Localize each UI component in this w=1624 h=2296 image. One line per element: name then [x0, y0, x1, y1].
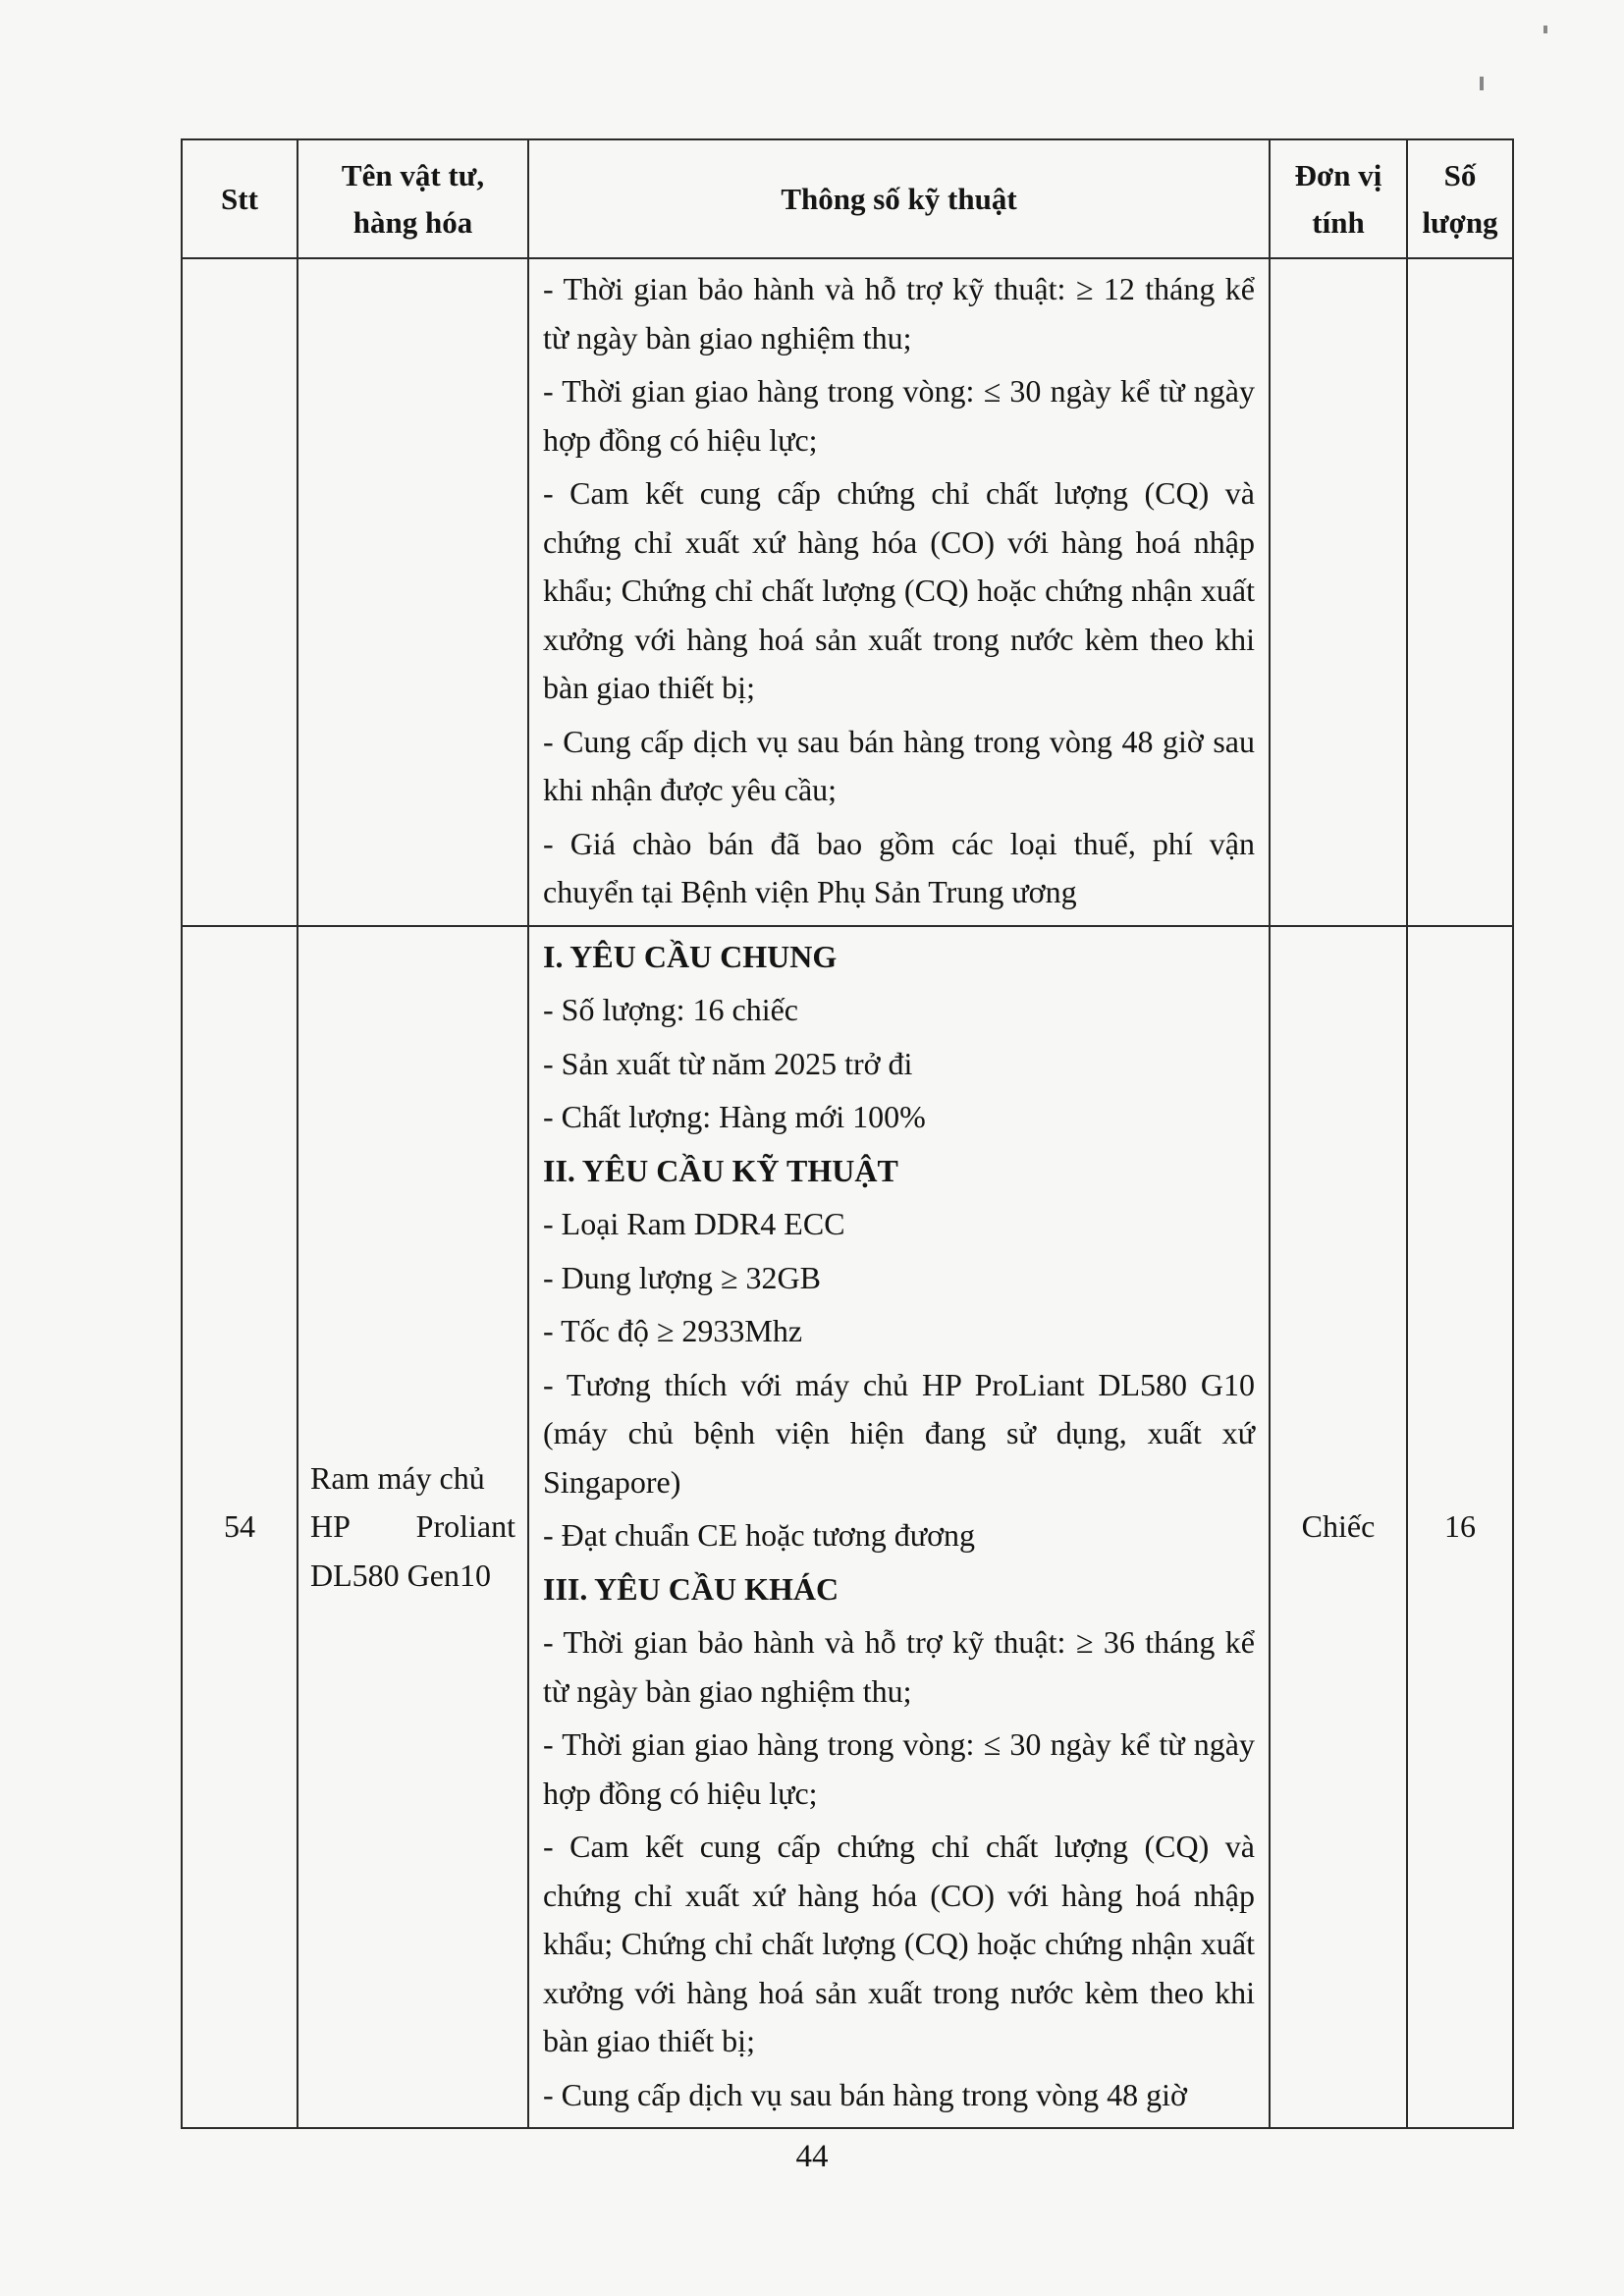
- unit-cell: Chiếc: [1270, 926, 1407, 2129]
- spec-section-heading: II. YÊU CẦU KỸ THUẬT: [543, 1152, 898, 1188]
- spec-item: - Tương thích với máy chủ HP ProLiant DL580 G10 (máy chủ bệnh viện hiện đang sử dụng, xuất xứ Singapore): [543, 1366, 1255, 1500]
- item-name-line: DL580 Gen10: [310, 1557, 491, 1593]
- spec-item: - Tốc độ ≥ 2933Mhz: [543, 1313, 803, 1348]
- spec-item: - Sản xuất từ năm 2025 trở đi: [543, 1045, 913, 1081]
- spec-item: - Cung cấp dịch vụ sau bán hàng trong vòng 48 giờ: [543, 2076, 1187, 2112]
- header-quantity: Số lượng: [1407, 139, 1513, 258]
- spec-item: - Cam kết cung cấp chứng chỉ chất lượng (CQ) và chứng chỉ xuất xứ hàng hóa (CO) với hàng hoá nhập khẩu; Chứng chỉ chất lượng (CQ) hoặc chứng nhận xuất xưởng với hàng hoá sản xuất trong nước kèm theo khi bàn giao thiết bị;: [543, 475, 1255, 705]
- spec-item: - Chất lượng: Hàng mới 100%: [543, 1099, 926, 1134]
- item-name-cell: [298, 926, 528, 2129]
- scan-mark: [1543, 26, 1547, 33]
- stt-cell: [182, 258, 298, 926]
- spec-list: [543, 265, 1255, 917]
- specification-cell: [528, 258, 1270, 926]
- spec-section-heading: I. YÊU CẦU CHUNG: [543, 938, 838, 974]
- unit-cell: [1270, 258, 1407, 926]
- table-row: [182, 926, 1513, 2129]
- spec-section-heading: III. YÊU CẦU KHÁC: [543, 1570, 839, 1607]
- spec-item: - Giá chào bán đã bao gồm các loại thuế, phí vận chuyển tại Bệnh viện Phụ Sản Trung ương: [543, 825, 1255, 909]
- header-specifications: Thông số kỹ thuật: [528, 139, 1270, 258]
- spec-item: - Thời gian giao hàng trong vòng: ≤ 30 ngày kể từ ngày hợp đồng có hiệu lực;: [543, 1726, 1255, 1811]
- spec-item: - Cung cấp dịch vụ sau bán hàng trong vòng 48 giờ sau khi nhận được yêu cầu;: [543, 723, 1255, 807]
- header-unit: Đơn vị tính: [1270, 139, 1407, 258]
- header-stt: Stt: [182, 139, 298, 258]
- spec-item: - Thời gian bảo hành và hỗ trợ kỹ thuật: ≥ 36 tháng kể từ ngày bàn giao nghiệm thu;: [543, 1624, 1255, 1709]
- item-name-line: Ram máy chủ: [310, 1459, 485, 1496]
- page-number: 44: [795, 2139, 829, 2174]
- spec-item: - Đạt chuẩn CE hoặc tương đương: [543, 1517, 975, 1553]
- table-header-row: [182, 139, 1513, 258]
- spec-item: - Cam kết cung cấp chứng chỉ chất lượng (CQ) và chứng chỉ xuất xứ hàng hóa (CO) với hàng hoá nhập khẩu; Chứng chỉ chất lượng (CQ) hoặc chứng nhận xuất xưởng với hàng hoá sản xuất trong nước kèm theo khi bàn giao thiết bị;: [543, 1829, 1255, 2058]
- stt-cell: 54: [182, 926, 298, 2129]
- item-name-line: HP Proliant: [310, 1508, 515, 1544]
- spec-item: - Loại Ram DDR4 ECC: [543, 1206, 845, 1241]
- item-name-cell: [298, 258, 528, 926]
- spec-item: - Dung lượng ≥ 32GB: [543, 1259, 821, 1295]
- quantity-cell: [1407, 258, 1513, 926]
- specification-cell: [528, 926, 1270, 2129]
- spec-item: - Số lượng: 16 chiếc: [543, 992, 798, 1027]
- spec-list: [543, 933, 1255, 2120]
- quantity-cell: 16: [1407, 926, 1513, 2129]
- spec-table: [181, 138, 1514, 2129]
- header-item-name: Tên vật tư, hàng hóa: [298, 139, 528, 258]
- spec-item: - Thời gian giao hàng trong vòng: ≤ 30 ngày kể từ ngày hợp đồng có hiệu lực;: [543, 373, 1255, 458]
- scan-mark: [1480, 77, 1484, 90]
- spec-item: - Thời gian bảo hành và hỗ trợ kỹ thuật: ≥ 12 tháng kể từ ngày bàn giao nghiệm thu;: [543, 271, 1255, 355]
- table-row: [182, 258, 1513, 926]
